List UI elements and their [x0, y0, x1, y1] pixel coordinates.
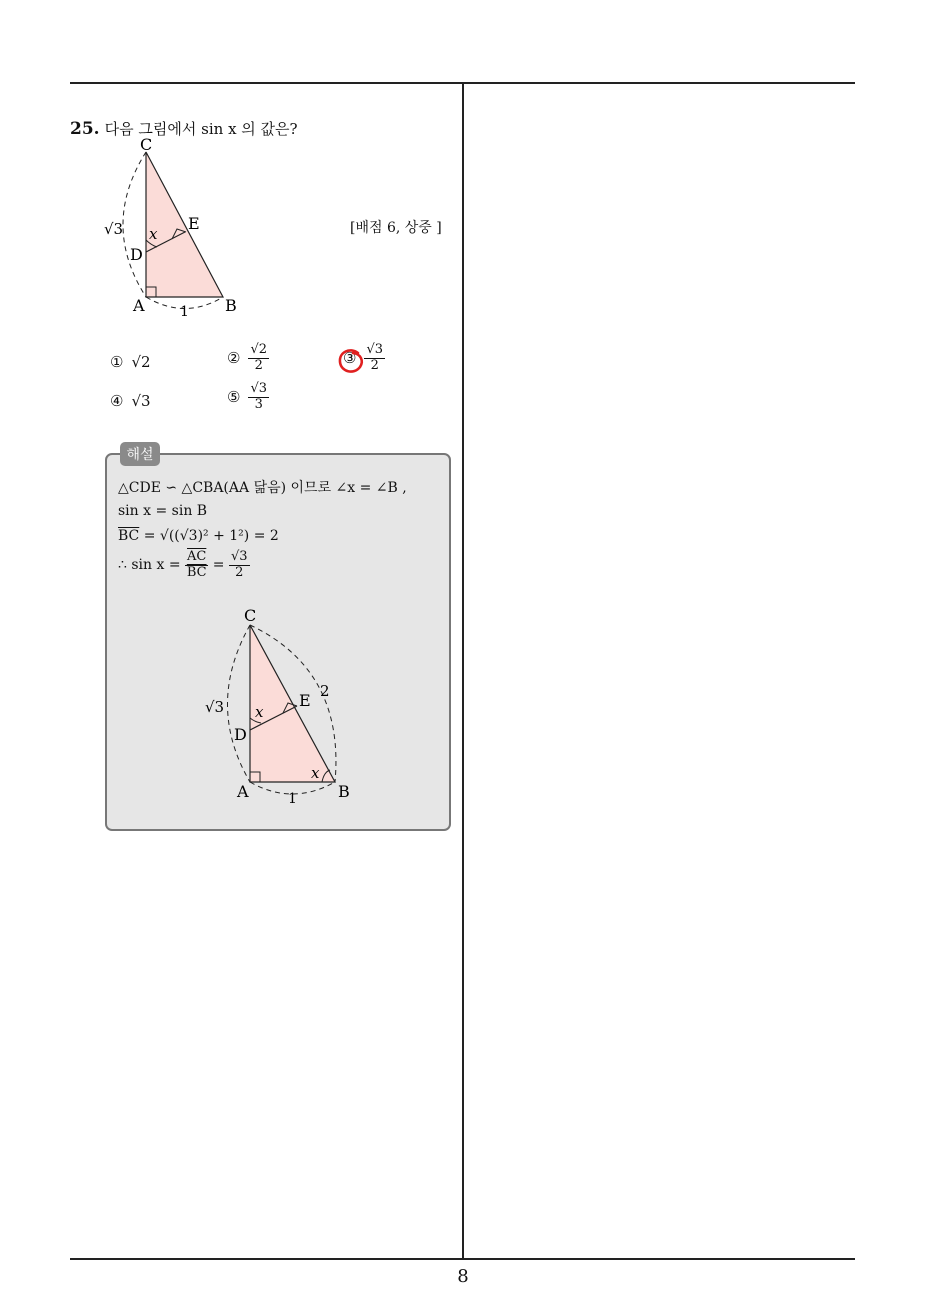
solution-label-ac-length: √3	[205, 698, 225, 716]
solution-label-x-b: x	[311, 764, 320, 782]
solution-label-ab-length: 1	[288, 791, 297, 807]
choice-3-denominator: 2	[370, 357, 379, 373]
segment-bc-label: $\overline{BC}$	[118, 528, 140, 544]
solution-line-1: △CDE ∽ △CBA(AA 닮음) 이므로 ∠x = ∠B ,	[118, 480, 407, 496]
choice-4-marker: ④	[110, 392, 124, 410]
question-points: [배점 6, 상중 ]	[350, 220, 442, 236]
choice-1-marker: ①	[110, 353, 124, 371]
solution-line-4	[118, 550, 250, 581]
solution-tag: 해설	[120, 442, 160, 466]
solution-fraction-result-num: √3	[231, 549, 248, 564]
choice-5-marker: ⑤	[227, 388, 241, 407]
label-e: E	[188, 214, 200, 233]
choice-4[interactable]	[110, 392, 151, 410]
solution-line-4-prefix: ∴ sin x =	[118, 557, 186, 574]
choice-1-value: √2	[131, 353, 151, 371]
label-c: C	[140, 135, 153, 154]
choice-2[interactable]	[227, 343, 269, 374]
solution-line-3-rest: = √((√3)² + 1²) = 2	[139, 528, 279, 544]
label-ab-length: 1	[180, 304, 189, 320]
choice-4-value: √3	[131, 392, 151, 410]
solution-line-3	[118, 528, 279, 544]
label-ac-length: √3	[104, 220, 124, 238]
solution-fraction-bc: BC	[186, 564, 207, 580]
solution-fraction-result-den: 2	[235, 564, 244, 580]
solution-label-e: E	[299, 691, 311, 710]
choice-5-denominator: 3	[254, 396, 263, 412]
choice-2-numerator: √2	[250, 342, 268, 357]
choice-3-marker: ③	[343, 349, 357, 368]
solution-fraction-result	[229, 550, 250, 581]
solution-figure	[200, 600, 370, 815]
label-b: B	[225, 296, 237, 315]
question-number: 25.	[70, 119, 100, 139]
solution-label-c: C	[244, 606, 257, 625]
bottom-rule	[70, 1258, 855, 1260]
choice-2-fraction	[248, 343, 269, 374]
page-number: 8	[457, 1266, 469, 1287]
solution-fraction-ac: $\overline{AC}$	[187, 549, 207, 564]
choice-2-denominator: 2	[254, 357, 263, 373]
choice-3-fraction	[364, 343, 385, 374]
column-divider	[462, 84, 464, 1260]
label-a: A	[133, 296, 145, 315]
choice-3-numerator: √3	[366, 342, 384, 357]
label-d: D	[130, 245, 143, 264]
question-triangle	[146, 152, 223, 297]
choice-5[interactable]	[227, 382, 269, 413]
choice-5-fraction	[248, 382, 269, 413]
question-figure	[95, 135, 275, 320]
choice-5-numerator: √3	[250, 381, 268, 396]
solution-arc-ac	[228, 625, 251, 782]
solution-label-b: B	[338, 782, 350, 801]
choice-2-marker: ②	[227, 349, 241, 368]
question-text: 다음 그림에서 sin x 의 값은?	[104, 120, 298, 138]
choice-1[interactable]	[110, 353, 151, 371]
solution-line-4-equals: =	[208, 557, 229, 574]
solution-label-a: A	[237, 782, 249, 801]
label-x: x	[149, 225, 158, 243]
solution-label-x-c: x	[255, 703, 264, 721]
solution-line-2: sin x = sin B	[118, 503, 208, 519]
solution-fraction-ac-bc	[185, 550, 208, 581]
selected-answer-circle-icon	[336, 347, 366, 377]
solution-label-d: D	[234, 725, 247, 744]
solution-label-bc-length: 2	[320, 682, 330, 700]
arc-ac	[123, 152, 146, 297]
